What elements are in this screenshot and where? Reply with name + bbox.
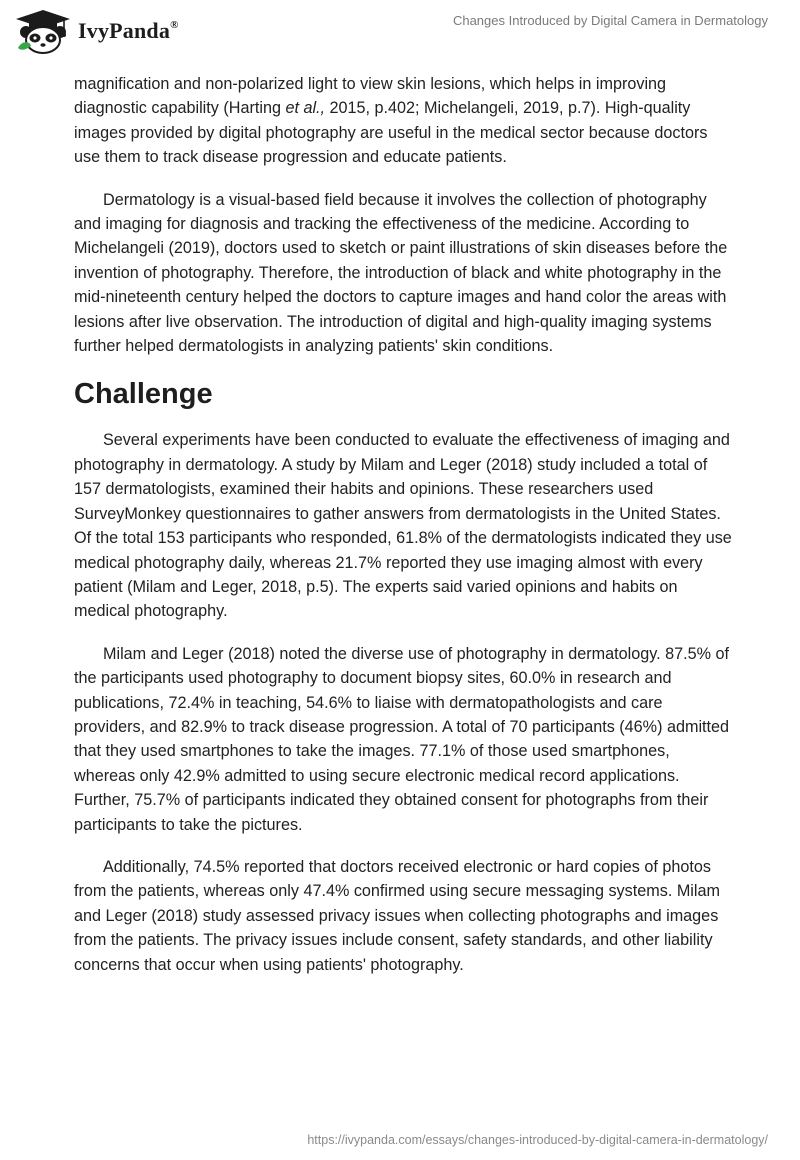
paragraph-3: Several experiments have been conducted to evaluate the effectiveness of imaging and photography in dermatology. A study by Milam and Leger (2018) study included a total of 157 dermatologists, examined their habits and opinions. These researchers used SurveyMonkey questionnaires to gather answers from dermatologists in the United States. Of the total 153 participants who responded, 61.8% of the dermatologists indicated they use medical photography daily, whereas 21.7% reported they use imaging almost with every patient (Milam and Leger, 2018, p.5). The experts said varied opinions and habits on medical photography. [74, 431, 732, 621]
paragraph-5: Additionally, 74.5% reported that doctors received electronic or hard copies of photos from the patients, whereas only 47.4% confirmed using secure messaging systems. Milam and Leger (2018) study assessed privacy issues when collecting photographs and images from the patients. The privacy issues include consent, safety standards, and other liability concerns that occur when using patients' photography. [74, 857, 720, 974]
panda-graduate-icon [14, 8, 72, 54]
brand-logo[interactable] [14, 8, 179, 54]
paragraph-4: Milam and Leger (2018) noted the diverse use of photography in dermatology. 87.5% of the participants used photography to document biopsy sites, 60.0% in research and publications, 72.4% in teaching, 54.6% to liaise with dermatopathologists and care providers, and 82.9% to track disease progression. A total of 70 participants (46%) admitted that they used smartphones to take the images. 77.1% of those used smartphones, whereas only 42.9% admitted to using secure electronic medical record applications. Further, 75.7% of participants indicated they obtained consent for photographs from their participants to take the pictures. [74, 644, 730, 834]
section-heading-challenge: Challenge [74, 378, 213, 411]
paragraph-1: magnification and non-polarized light to view skin lesions, which helps in improving diagnostic capability (Harting et al., 2015, p.402; Michelangeli, 2019, p.7). High-quality images provided by digital photography are useful in the medical sector because doctors use them to track disease progression and educate patients. [74, 75, 708, 167]
source-url[interactable]: https://ivypanda.com/essays/changes-introduced-by-digital-camera-in-dermatology/ [307, 1133, 768, 1147]
document-title: Changes Introduced by Digital Camera in Dermatology [452, 13, 768, 28]
registered-mark: ® [170, 18, 179, 31]
page-header [0, 0, 800, 62]
paragraph-2: Dermatology is a visual-based field because it involves the collection of photography and imaging for diagnosis and tracking the effectiveness of the medicine. According to Michelangeli (2019), doctors used to sketch or paint illustrations of skin diseases before the invention of photography. Therefore, the introduction of black and white photography in the mid-nineteenth century helped the doctors to capture images and hand color the areas with lesions after live observation. The introduction of digital and high-quality imaging systems further helped dermatologists in analyzing patients' skin conditions. [74, 190, 728, 356]
brand-name: IvyPanda® [78, 18, 179, 43]
et-al-text: et al., [285, 99, 326, 118]
essay-body [74, 72, 734, 995]
